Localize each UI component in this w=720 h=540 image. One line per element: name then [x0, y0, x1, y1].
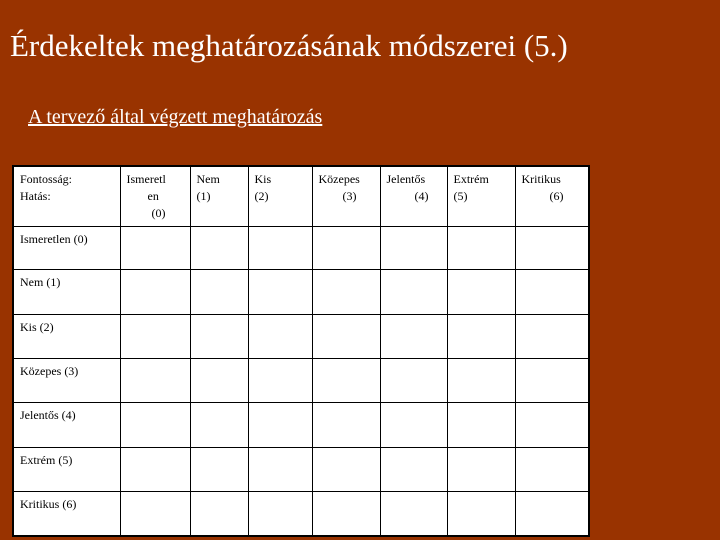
- column-header-line: Extrém: [453, 172, 489, 186]
- matrix-cell: [380, 492, 447, 536]
- matrix-cell: [515, 359, 589, 403]
- matrix-cell: [515, 447, 589, 491]
- matrix-cell: [120, 447, 190, 491]
- matrix-cell: [190, 492, 248, 536]
- column-header-line: (3): [342, 189, 357, 203]
- row-header-jelentos: Jelentős (4): [13, 403, 120, 447]
- column-header-kis: [248, 166, 312, 226]
- column-header-nem: [190, 166, 248, 226]
- matrix-cell: [190, 403, 248, 447]
- matrix-cell: [312, 403, 380, 447]
- matrix-row: [13, 270, 589, 314]
- matrix-corner-cell: [13, 166, 120, 226]
- column-header-line: Ismeretl: [126, 172, 166, 186]
- matrix-cell: [447, 226, 515, 269]
- column-header-ismeretlen: [120, 166, 190, 226]
- matrix-cell: [312, 226, 380, 269]
- matrix-cell: [120, 359, 190, 403]
- matrix-cell: [190, 226, 248, 269]
- slide-subtitle: A tervező által végzett meghatározás: [28, 106, 323, 128]
- matrix-row: [13, 447, 589, 491]
- matrix-cell: [248, 447, 312, 491]
- matrix-cell: [190, 314, 248, 358]
- column-header-line: Közepes: [318, 172, 360, 186]
- matrix-header-row: [13, 166, 589, 226]
- matrix-cell: [447, 403, 515, 447]
- stakeholder-matrix: [12, 165, 590, 537]
- matrix-cell: [447, 447, 515, 491]
- matrix-cell: [120, 270, 190, 314]
- matrix-row: [13, 359, 589, 403]
- matrix-cell: [515, 226, 589, 269]
- row-header-kozepes: Közepes (3): [13, 359, 120, 403]
- matrix-cell: [248, 403, 312, 447]
- matrix-cell: [190, 270, 248, 314]
- column-header-line: Kis: [254, 172, 272, 186]
- row-header-nem: Nem (1): [13, 270, 120, 314]
- column-header-line: (5): [453, 189, 468, 203]
- matrix-cell: [515, 403, 589, 447]
- matrix-cell: [248, 359, 312, 403]
- slide-title: Érdekeltek meghatározásának módszerei (5.): [10, 28, 568, 63]
- column-header-kritikus: [515, 166, 589, 226]
- column-header-kozepes: [312, 166, 380, 226]
- matrix-cell: [120, 314, 190, 358]
- matrix-cell: [312, 270, 380, 314]
- matrix-cell: [120, 492, 190, 536]
- matrix-cell: [248, 270, 312, 314]
- matrix-cell: [190, 447, 248, 491]
- column-header-line: Nem: [196, 172, 220, 186]
- matrix-cell: [447, 270, 515, 314]
- matrix-cell: [248, 492, 312, 536]
- column-header-line: en: [147, 189, 159, 203]
- row-header-kis: Kis (2): [13, 314, 120, 358]
- matrix-cell: [515, 270, 589, 314]
- matrix-cell: [380, 226, 447, 269]
- column-header-line: (6): [549, 189, 564, 203]
- matrix-cell: [380, 403, 447, 447]
- column-header-line: (0): [151, 206, 166, 220]
- matrix-cell: [312, 314, 380, 358]
- corner-impact-label: Hatás:: [20, 189, 51, 203]
- matrix-cell: [312, 359, 380, 403]
- matrix-cell: [380, 270, 447, 314]
- column-header-line: (4): [414, 189, 429, 203]
- column-header-line: Jelentős: [386, 172, 426, 186]
- matrix-cell: [380, 447, 447, 491]
- row-header-kritikus: Kritikus (6): [13, 492, 120, 536]
- matrix-cell: [120, 403, 190, 447]
- matrix-cell: [447, 359, 515, 403]
- column-header-extrem: [447, 166, 515, 226]
- row-header-extrem: Extrém (5): [13, 447, 120, 491]
- matrix-cell: [312, 447, 380, 491]
- matrix-row: [13, 403, 589, 447]
- column-header-line: (2): [254, 189, 269, 203]
- column-header-line: (1): [196, 189, 211, 203]
- matrix-cell: [447, 314, 515, 358]
- matrix-cell: [312, 492, 380, 536]
- row-header-ismeretlen: Ismeretlen (0): [13, 226, 120, 269]
- matrix-cell: [190, 359, 248, 403]
- matrix-cell: [120, 226, 190, 269]
- matrix-cell: [380, 359, 447, 403]
- matrix-cell: [248, 226, 312, 269]
- column-header-jelentos: [380, 166, 447, 226]
- corner-importance-label: Fontosság:: [20, 172, 73, 186]
- matrix-row: [13, 492, 589, 536]
- column-header-line: Kritikus: [521, 172, 561, 186]
- matrix-cell: [380, 314, 447, 358]
- matrix-cell: [515, 314, 589, 358]
- matrix-cell: [515, 492, 589, 536]
- matrix-row: [13, 226, 589, 269]
- matrix-row: [13, 314, 589, 358]
- matrix-cell: [248, 314, 312, 358]
- matrix-cell: [447, 492, 515, 536]
